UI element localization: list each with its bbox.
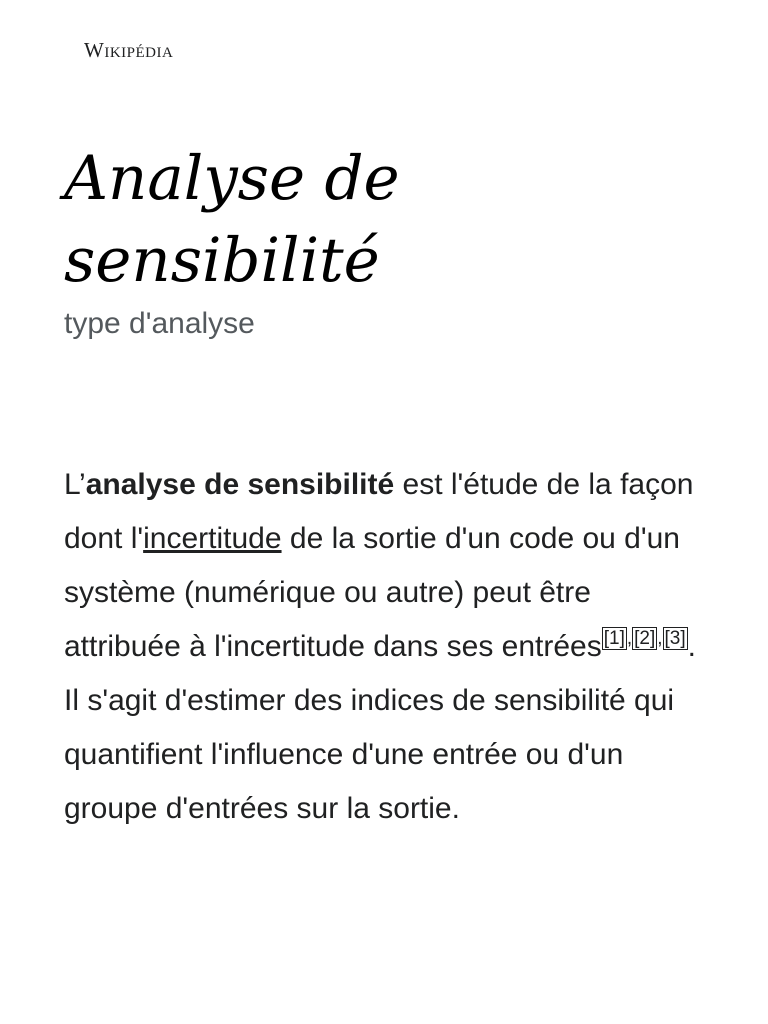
bold-term: analyse de sensibilité (85, 468, 395, 501)
reference-link-2[interactable]: [2] (634, 628, 656, 649)
reference-link-3[interactable]: [3] (664, 628, 686, 649)
page-title-line-1: Analyse de (64, 143, 400, 214)
page-subtitle: type d'analyse (64, 307, 255, 340)
paragraph-text-1: est l'étude de la façon dont l' (64, 468, 694, 555)
wikipedia-wordmark[interactable]: Wikipédia (84, 38, 174, 62)
lead-article: L’ (64, 468, 86, 501)
page-title-line-2: sensibilité (64, 225, 380, 296)
reference-separator-1: , (626, 628, 633, 649)
article-content (64, 458, 714, 836)
paragraph-text-2: de la sortie d'un code ou d'un système (numérique ou autre) peut être attribuée à l'incertitude dans ses entrées (64, 522, 680, 663)
reference-group (602, 627, 688, 650)
page-title (64, 138, 724, 302)
reference-link-1[interactable]: [1] (603, 628, 625, 649)
paragraph-text-3: . Il s'agit d'estimer des indices de sensibilité qui quantifient l'influence d'une entrée ou d'un groupe d'entrées sur la sortie. (64, 630, 696, 825)
title-block (64, 138, 724, 344)
incertitude-link[interactable]: incertitude (143, 522, 282, 555)
lead-paragraph (64, 458, 714, 836)
site-header (84, 38, 173, 66)
reference-separator-2: , (657, 628, 663, 649)
